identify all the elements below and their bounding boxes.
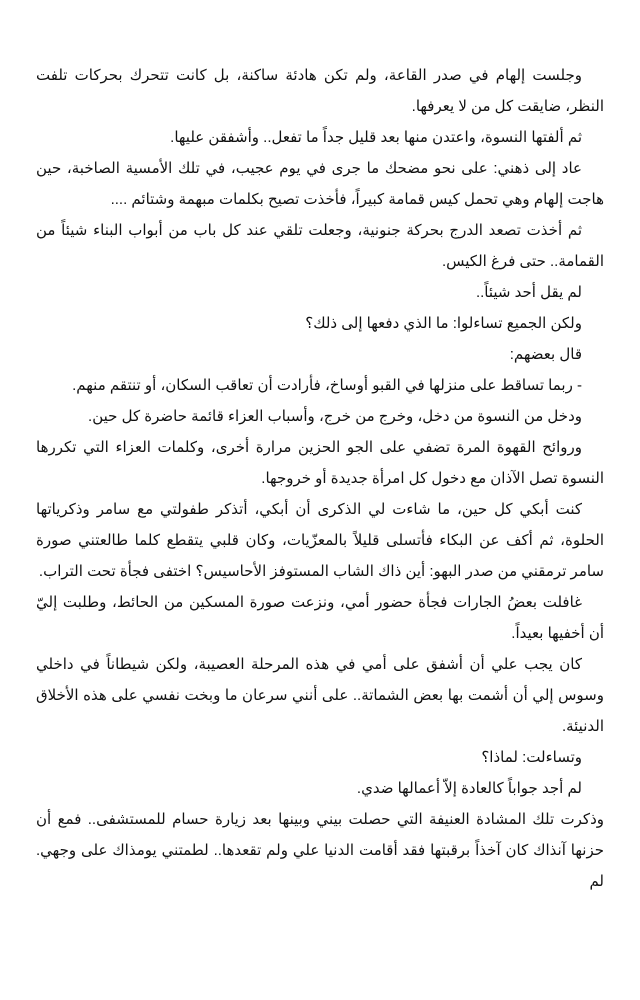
paragraph-4: ثم أخذت تصعد الدرج بحركة جنونية، وجعلت تلقي عند كل باب من أبواب البناء شيئاً من القمامة.. حتى فرغ الكيس. <box>36 222 604 270</box>
paragraph-5: لم يقل أحد شيئاً.. <box>475 284 582 301</box>
paragraph-11: كنت أبكي كل حين، ما شاءت لي الذكرى أن أبكي، أتذكر طفولتي مع سامر وذكرياتها الحلوة، ثم أكف عن البكاء فأتسلى قليلاً بالمعزّيات، وكان قلبي يتقطع كلما طالعتني صورة سامر ترمقني من صدر البهو: أين ذاك الشاب المستوفز الأحاسيس؟ اختفى فجأة تحت التراب. <box>36 501 604 580</box>
document-page <box>36 60 604 897</box>
paragraph-1: وجلست إلهام في صدر القاعة، ولم تكن هادئة ساكنة، بل كانت تتحرك بحركات تلفت النظر، ضايقت كل من لا يعرفها. <box>36 67 604 115</box>
paragraph-7: قال بعضهم: <box>509 346 582 363</box>
paragraph-2: ثم ألفتها النسوة، واعتدن منها بعد قليل جداً ما تفعل.. وأشفقن عليها. <box>170 129 582 146</box>
paragraph-12: غافلت بعضُ الجارات فجأة حضور أمي، ونزعت صورة المسكين من الحائط، وطلبت إليّ أن أخفيها بعيداً. <box>36 594 604 642</box>
paragraph-14: وتساءلت: لماذا؟ <box>481 749 582 766</box>
paragraph-3: عاد إلى ذهني: على نحو مضحك ما جرى في يوم عجيب، في تلك الأمسية الصاخبة، حين هاجت إلهام وهي تحمل كيس قمامة كبيراً، فأخذت تصيح بكلمات مبهمة وشتائم .... <box>36 160 604 208</box>
paragraph-9: ودخل من النسوة من دخل، وخرج من خرج، وأسباب العزاء قائمة حاضرة كل حين. <box>88 408 582 425</box>
paragraph-8: - ربما تساقط على منزلها في القبو أوساخ، فأرادت أن تعاقب السكان، أو تنتقم منهم. <box>72 377 582 394</box>
paragraph-6: ولكن الجميع تساءلوا: ما الذي دفعها إلى ذلك؟ <box>305 315 582 332</box>
paragraph-15: لم أجد جواباً كالعادة إلاّ أعمالها ضدي. <box>356 780 582 797</box>
paragraph-10: وروائح القهوة المرة تضفي على الجو الحزين مرارة أخرى، وكلمات العزاء التي تكررها النسوة تصل الآذان مع دخول كل امرأة جديدة أو خروجها. <box>36 439 604 487</box>
paragraph-13: كان يجب علي أن أشفق على أمي في هذه المرحلة العصيبة، ولكن شيطاناً في داخلي وسوس إلي أن أشمت بها بعض الشماتة.. على أنني سرعان ما وبخت نفسي على هذه الأخلاق الدنيئة. <box>36 656 604 735</box>
paragraph-16: وذكرت تلك المشادة العنيفة التي حصلت بيني وبينها بعد زيارة حسام للمستشفى.. فمع أن حزنها آنذاك كان آخذاً برقبتها فقد أقامت الدنيا علي ولم تقعدها.. لطمتني يومذاك على وجهي. لم <box>36 811 604 890</box>
